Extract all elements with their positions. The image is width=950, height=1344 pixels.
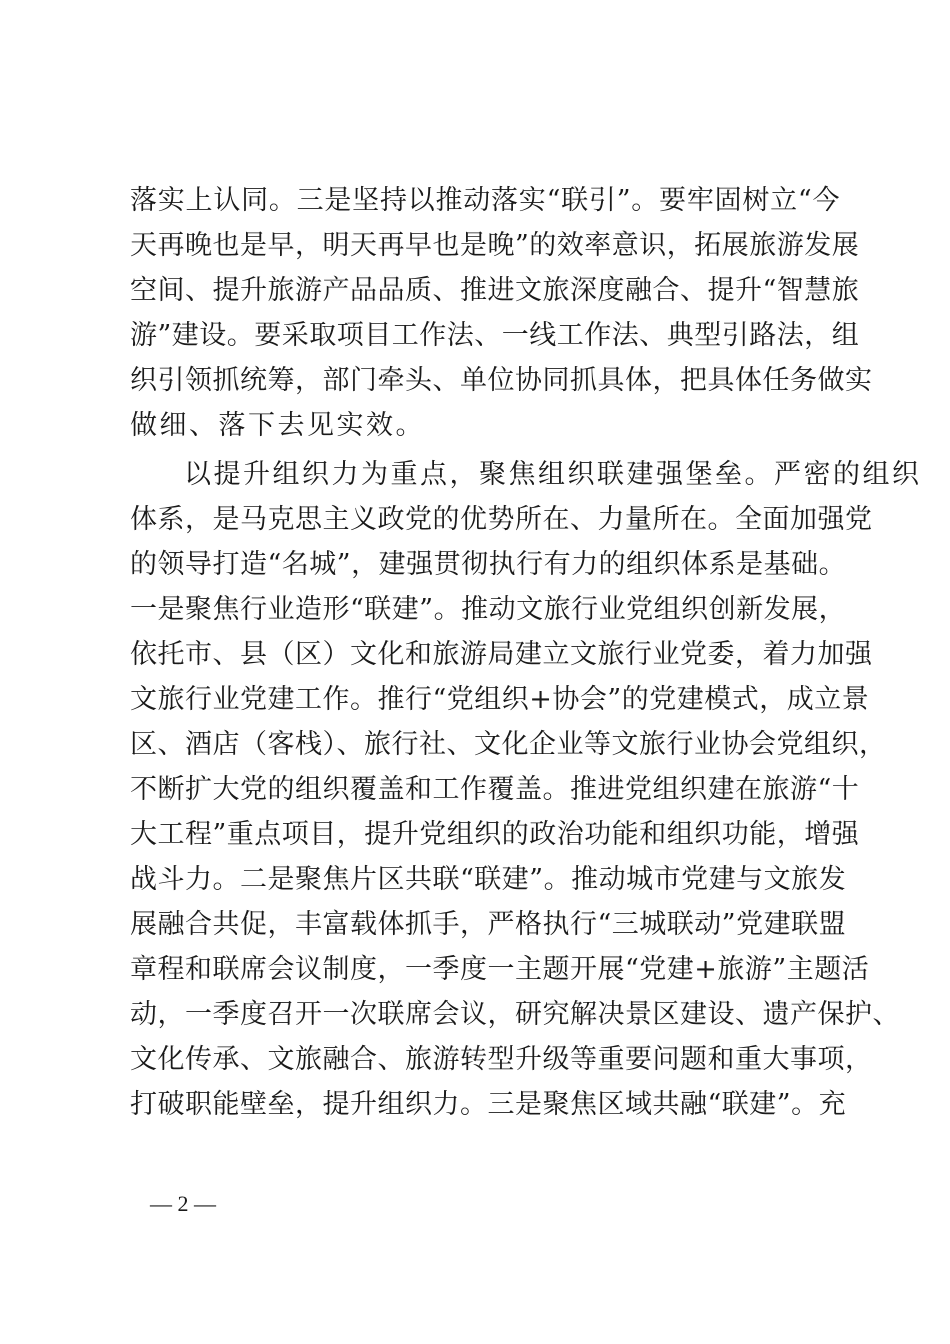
text-line: 的领导打造“名城”，建强贯彻执行有力的组织体系是基础。 (130, 549, 847, 580)
text-line: 区、酒店（客栈）、旅行社、文化企业等文旅行业协会党组织， (130, 729, 887, 760)
text-line: 体系，是马克思主义政党的优势所在、力量所在。全面加强党 (130, 504, 873, 535)
page-number: — 2 — (150, 1191, 216, 1216)
text-line: 文化传承、文旅融合、旅游转型升级等重要问题和重大事项， (130, 1044, 873, 1075)
text-line: 打破职能壁垒，提升组织力。三是聚焦区域共融“联建”。充 (130, 1089, 847, 1120)
text-line: 不断扩大党的组织覆盖和工作覆盖。推进党组织建在旅游“十 (130, 774, 860, 805)
text-line: 一是聚焦行业造形“联建”。推动文旅行业党组织创新发展， (130, 594, 847, 625)
text-line: 动，一季度召开一次联席会议，研究解决景区建设、遗产保护、 (130, 999, 900, 1030)
text-line: 章程和联席会议制度，一季度一主题开展“党建+旅游”主题活 (130, 954, 870, 985)
paragraph-1 (130, 178, 873, 448)
text-line: 文旅行业党建工作。推行“党组织+协会”的党建模式，成立景 (130, 684, 870, 715)
text-line: 展融合共促，丰富载体抓手，严格执行“三城联动”党建联盟 (130, 909, 847, 940)
text-line: 天再晚也是早，明天再早也是晚”的效率意识，拓展旅游发展 (130, 230, 860, 261)
text-line: 游”建设。要采取项目工作法、一线工作法、典型引路法，组 (130, 320, 860, 351)
paragraph-2 (130, 452, 922, 1127)
text-line: 做细、落下去见实效。 (130, 410, 425, 441)
text-line: 战斗力。二是聚焦片区共联“联建”。推动城市党建与文旅发 (130, 864, 847, 895)
text-line: 大工程”重点项目，提升党组织的政治功能和组织功能，增强 (130, 819, 860, 850)
text-line: 空间、提升旅游产品品质、推进文旅深度融合、提升“智慧旅 (130, 275, 860, 306)
text-line: 以提升组织力为重点，聚焦组织联建强堡垒。严密的组织 (184, 459, 922, 490)
text-line: 依托市、县（区）文化和旅游局建立文旅行业党委，着力加强 (130, 639, 873, 670)
text-line: 织引领抓统筹，部门牵头、单位协同抓具体，把具体任务做实 (130, 365, 873, 396)
text-line: 落实上认同。三是坚持以推动落实“联引”。要牢固树立“今 (130, 185, 840, 216)
body-text (130, 178, 922, 1127)
